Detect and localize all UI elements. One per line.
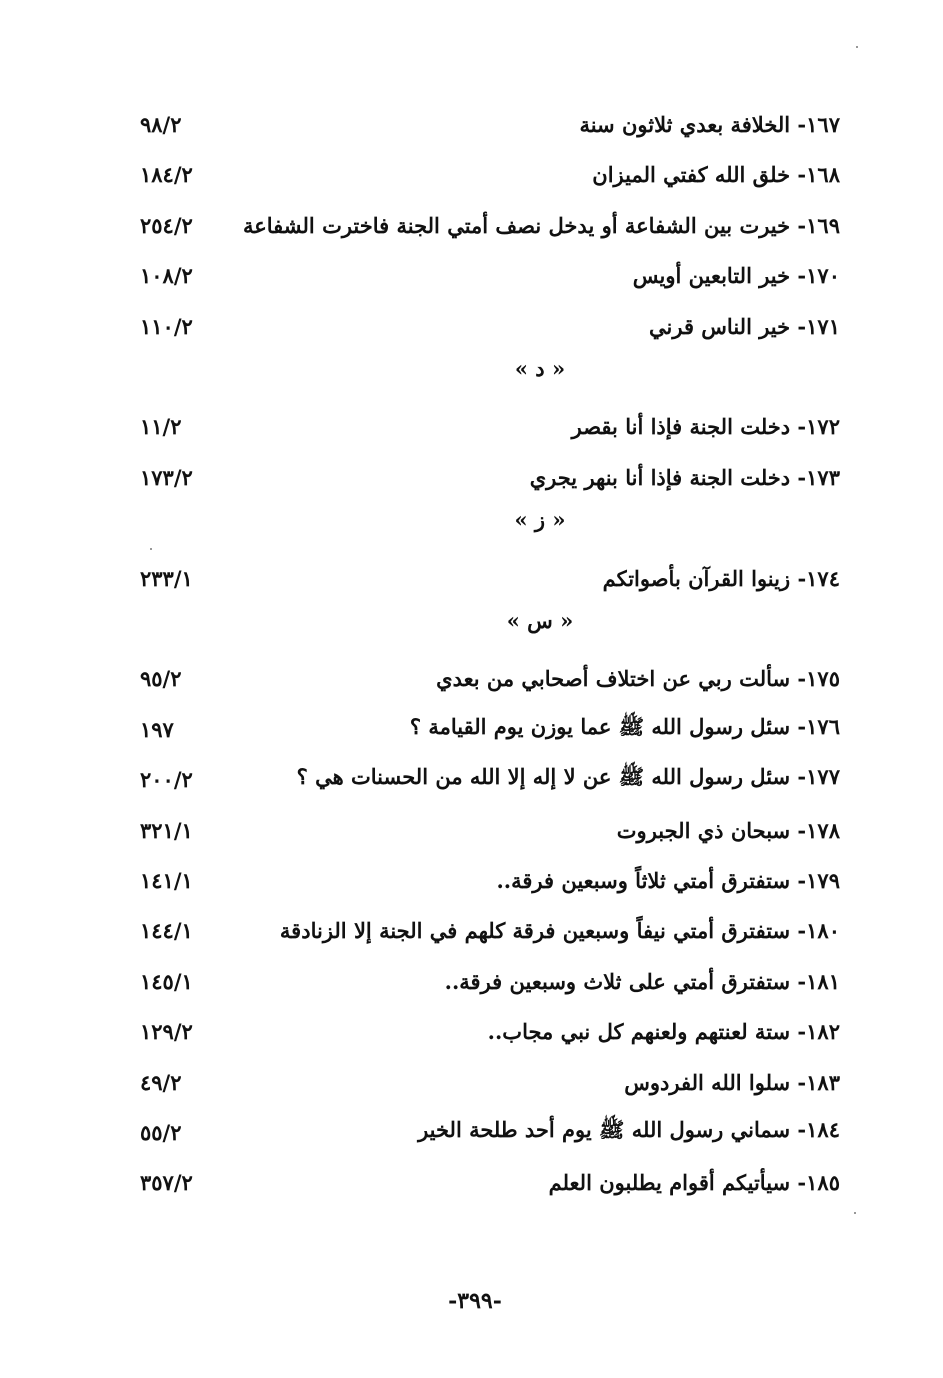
- scan-speck: [856, 46, 858, 48]
- entry-text: ١٧٤- زينوا القرآن بأصواتكم: [602, 565, 840, 591]
- entry-reference: ٢٣٣/١: [140, 565, 193, 591]
- entry-text: ١٧٥- سألت ربي عن اختلاف أصحابي من بعدي: [436, 665, 840, 691]
- entry-reference: ١٤٥/١: [140, 968, 193, 994]
- entry-reference: ١٧٣/٢: [140, 464, 193, 490]
- entry-text: ١٧١- خير الناس قرني: [649, 313, 840, 339]
- index-entry: [140, 406, 840, 446]
- entry-text: ١٨٣- سلوا الله الفردوس: [624, 1069, 840, 1095]
- index-entry: [140, 759, 840, 799]
- entry-text: ١٧٨- سبحان ذي الجبروت: [616, 817, 840, 843]
- entry-text: ١٧٢- دخلت الجنة فإذا أنا بقصر: [571, 413, 840, 439]
- entry-reference: ١٤٤/١: [140, 917, 193, 943]
- entry-reference: ١٠٨/٢: [140, 262, 193, 288]
- entry-reference: ٩٥/٢: [140, 665, 182, 691]
- index-entry: [140, 1011, 840, 1051]
- entry-text: ١٧٠- خير التابعين أويس: [632, 262, 840, 288]
- entry-reference: ٤٩/٢: [140, 1069, 182, 1095]
- entry-text: ١٨٢- ستة لعنتهم ولعنهم كل نبي مجاب..: [487, 1018, 840, 1044]
- entry-reference: ١١٠/٢: [140, 313, 193, 339]
- index-entry: [140, 910, 840, 950]
- entry-reference: ١٨٤/٢: [140, 161, 193, 187]
- entry-reference: ٣٢١/١: [140, 817, 193, 843]
- index-entry: [140, 306, 840, 346]
- entry-text: ١٨٠- ستفترق أمتي نيفاً وسبعين فرقة كلهم في الجنة إلا الزنادقة: [279, 917, 840, 943]
- index-entry: [140, 810, 840, 850]
- section-heading: « س »: [506, 608, 574, 633]
- index-entry: [140, 104, 840, 144]
- index-entry: [140, 457, 840, 497]
- entry-reference: ١٤١/١: [140, 867, 193, 893]
- entry-text: ١٧٩- ستفترق أمتي ثلاثاً وسبعين فرقة..: [496, 867, 840, 893]
- scan-speck: [854, 1212, 856, 1214]
- entry-reference: ٢٥٤/٢: [140, 212, 193, 238]
- entry-text: ١٦٨- خلق الله كفتي الميزان: [592, 161, 840, 187]
- section-heading: « د »: [514, 356, 566, 381]
- index-entry: [140, 860, 840, 900]
- index-entry: [140, 1062, 840, 1102]
- scan-speck: [150, 548, 152, 550]
- entry-reference: ٢٠٠/٢: [140, 766, 193, 792]
- entry-reference: ٩٨/٢: [140, 111, 182, 137]
- entry-text: ١٨١- ستفترق أمتي على ثلاث وسبعين فرقة..: [444, 968, 840, 994]
- entry-text: ١٨٤- سماني رسول الله ﷺ يوم أحد طلحة الخير: [418, 1116, 840, 1142]
- entry-reference: ٥٥/٢: [140, 1119, 182, 1145]
- section-heading: « ز »: [514, 507, 566, 532]
- index-entry: [140, 154, 840, 194]
- page-number: -٣٩٩-: [448, 1288, 502, 1314]
- entry-text: ١٨٥- سيأتيكم أقوام يطلبون العلم: [548, 1169, 840, 1195]
- entry-text: ١٧٧- سئل رسول الله ﷺ عن لا إله إلا الله من الحسنات هي ؟: [296, 763, 840, 789]
- index-entry: [140, 658, 840, 698]
- index-entry: [140, 961, 840, 1001]
- index-entry: [140, 709, 840, 749]
- index-entry: [140, 558, 840, 598]
- entry-text: ١٦٩- خيرت بين الشفاعة أو يدخل نصف أمتي الجنة فاخترت الشفاعة: [242, 212, 840, 238]
- entry-text: ١٦٧- الخلافة بعدي ثلاثون سنة: [579, 111, 840, 137]
- index-entry: [140, 205, 840, 245]
- index-entry: [140, 255, 840, 295]
- entry-text: ١٧٦- سئل رسول الله ﷺ عما يوزن يوم القيامة ؟: [409, 713, 840, 739]
- entry-reference: ١٢٩/٢: [140, 1018, 193, 1044]
- entry-reference: ١٩٧: [140, 716, 174, 742]
- entry-reference: ١١/٢: [140, 413, 182, 439]
- entry-reference: ٣٥٧/٢: [140, 1169, 193, 1195]
- entry-text: ١٧٣- دخلت الجنة فإذا أنا بنهر يجري: [529, 464, 840, 490]
- index-entry: [140, 1112, 840, 1152]
- index-entry: [140, 1162, 840, 1202]
